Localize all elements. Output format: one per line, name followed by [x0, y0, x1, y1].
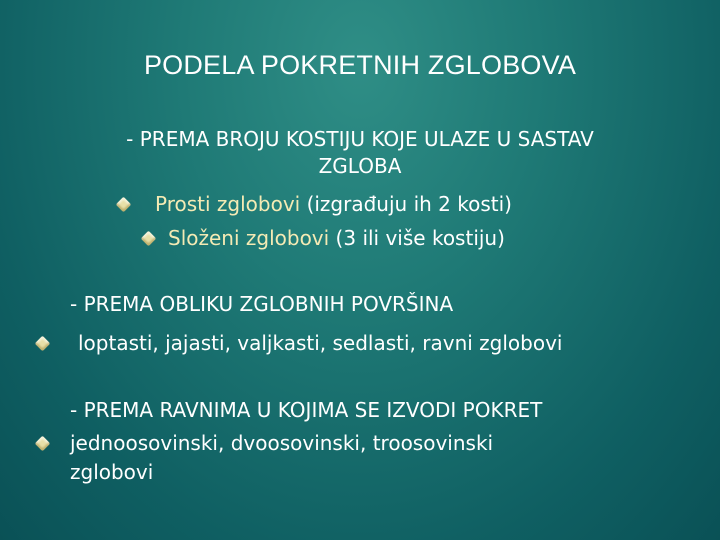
diamond-bullet-icon	[35, 336, 51, 352]
diamond-bullet-icon	[35, 436, 51, 452]
section3-heading: - PREMA RAVNIMA U KOJIMA SE IZVODI POKRET	[70, 398, 543, 422]
section3-text-line2: zglobovi	[70, 460, 154, 484]
section1-item-2	[168, 225, 505, 251]
slide-title: PODELA POKRETNIH ZGLOBOVA	[143, 50, 577, 80]
section1-item-2-term: Složeni zglobovi	[168, 226, 330, 250]
diamond-bullet-icon	[141, 231, 157, 247]
section1-item-2-detail: (3 ili više kostiju)	[329, 226, 505, 250]
section2-heading: - PREMA OBLIKU ZGLOBNIH POVRŠINA	[70, 292, 454, 316]
section1-item-1-detail: (izgrađuju ih 2 kosti)	[300, 192, 512, 216]
section3-text-line1: jednoosovinski, dvoosovinski, troosovinski	[70, 431, 494, 455]
section2-text: loptasti, jajasti, valjkasti, sedlasti, ravni zglobovi	[78, 331, 563, 355]
section1-item-1	[155, 191, 512, 217]
diamond-bullet-icon	[116, 197, 132, 213]
section1-item-1-term: Prosti zglobovi	[155, 192, 301, 216]
section1-heading-line1: - PREMA BROJU KOSTIJU KOJE ULAZE U SASTAV	[126, 127, 594, 151]
section1-heading-line2: ZGLOBA	[318, 154, 402, 178]
